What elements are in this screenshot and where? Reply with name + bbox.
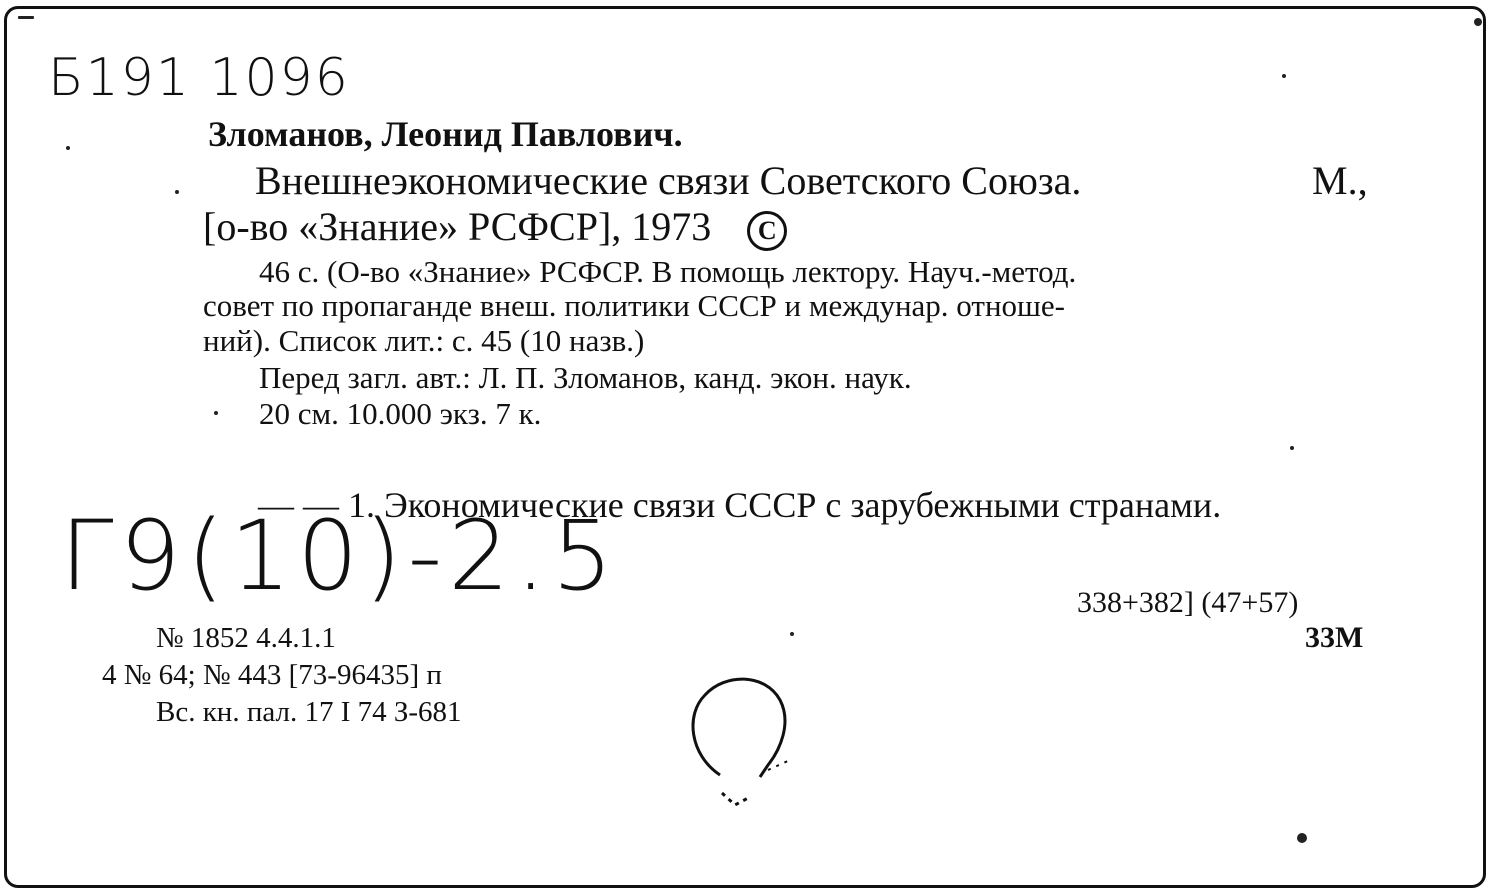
note-line-2: 20 см. 10.000 экз. 7 к. [259,396,542,431]
publisher-year: [о-во «Знание» РСФСР], 1973 [203,204,712,249]
speck [1290,446,1294,450]
description-line-1: 46 с. (О-во «Знание» РСФСР. В помощь лектору. Науч.-метод. [259,254,1077,289]
subject-tracing: — — 1. Экономические связи СССР с зарубежными странами. [258,485,1222,525]
speck [175,190,179,194]
copyright-icon: C [747,211,787,251]
speck [1282,74,1286,78]
publication-place: М., [1312,158,1368,203]
punch-hole-outline [680,665,810,815]
title-line-2 [203,203,787,251]
description-line-2: совет по пропаганде внеш. политики СССР и междунар. отноше- [203,288,1065,323]
note-line-1: Перед загл. авт.: Л. П. Зломанов, канд. экон. наук. [259,360,912,395]
meta-line-1: № 1852 4.4.1.1 [156,622,336,654]
speck [18,16,34,19]
class-index: 338+382] (47+57) [1077,586,1299,619]
description-line-3: ний). Список лит.: с. 45 (10 назв.) [203,323,645,358]
meta-line-2: 4 № 64; № 443 [73-96435] п [102,659,442,691]
speck [1474,18,1482,26]
speck [1297,833,1307,843]
speck [790,632,794,636]
speck [214,411,218,415]
title-line-1: Внешнеэкономические связи Советского Союза. [255,158,1082,203]
speck [66,146,70,150]
author-heading: Зломанов, Леонид Павлович. [208,114,683,154]
handwritten-classification: Г9(10)-2.5 [60,500,619,612]
meta-line-3: Вс. кн. пал. 17 I 74 З-681 [156,696,462,728]
handwritten-shelfmark: Б191 1096 [48,48,350,108]
author-mark: 33М [1305,621,1364,654]
